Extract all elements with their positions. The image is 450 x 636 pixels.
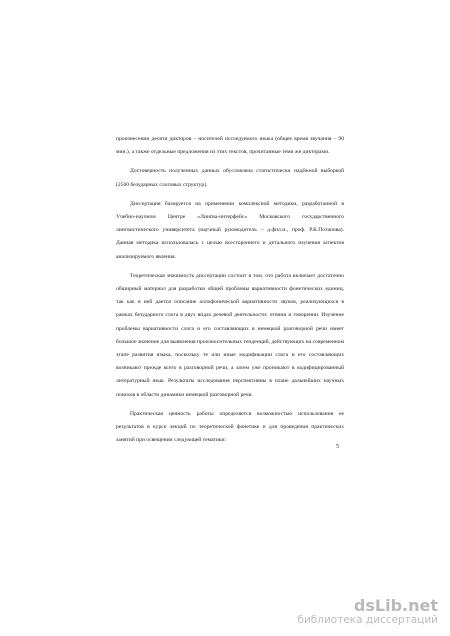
dslib-watermark [297,597,438,626]
document-body [116,133,344,453]
paragraph-practical-value: Практическая ценность работы определяется возможностью использования ее результатов в курсе лекций по теоретической фонетике и для проведения практических занятий при освещении следующей тематики: [116,410,344,444]
page-number: 5 [336,444,339,450]
watermark-logo-right: net [408,596,438,615]
watermark-logo-dot: . [402,596,409,615]
paragraph-reliability: Достоверность полученных данных обусловлена статистически надёжной выборкой (2560 безударных слоговых структур). [116,168,344,188]
watermark-logo-left: dsLib [353,596,403,615]
paragraph-continuation: произнесении десяти дикторов – носителей исследуемого языка (общее время звучания – 90 мин.), а также отдельные предложения из этих текстов, прочитанные теми же дикторами. [116,136,344,156]
paragraph-methodology: Диссертация базируется на применении комплексной методики, разработанной в Учебно-научном Центре «Лингва-интерфейс» Московского государственного лингвистического университета (научный руководитель – д.фил.н., проф. Р.К.Потапова). Данная методика использовалась с целью всестороннего и детального изучения аспектов анализируемого явления. [116,200,344,260]
watermark-logo [297,597,438,614]
watermark-subtitle: библиотека диссертаций [297,614,438,626]
paragraph-theoretical-significance: Теоретическая значимость диссертации состоит в том, что работа включает достаточно обширный материал для разработки общей проблемы вариативности фонетических единиц, так как в ней дается описание аллофонической вариативности звуков, реализующихся в рамках безударного слога в двух видах речевой деятельности: чтении и говорении. Изучение проблемы вариативности слога и его составляющих в немецкой разговорной речи имеет большое значение для выявления произносительных тенденций, действующих на современном этапе развития языка, поскольку те или иные модификации слога и его составляющих возникают прежде всего в разговорной речи, а затем уже проникают в кодифицированный литературный язык. Результаты исследования перспективны в плане дальнейших научных поисков в области динамики немецкой разговорной речи. [116,272,344,398]
